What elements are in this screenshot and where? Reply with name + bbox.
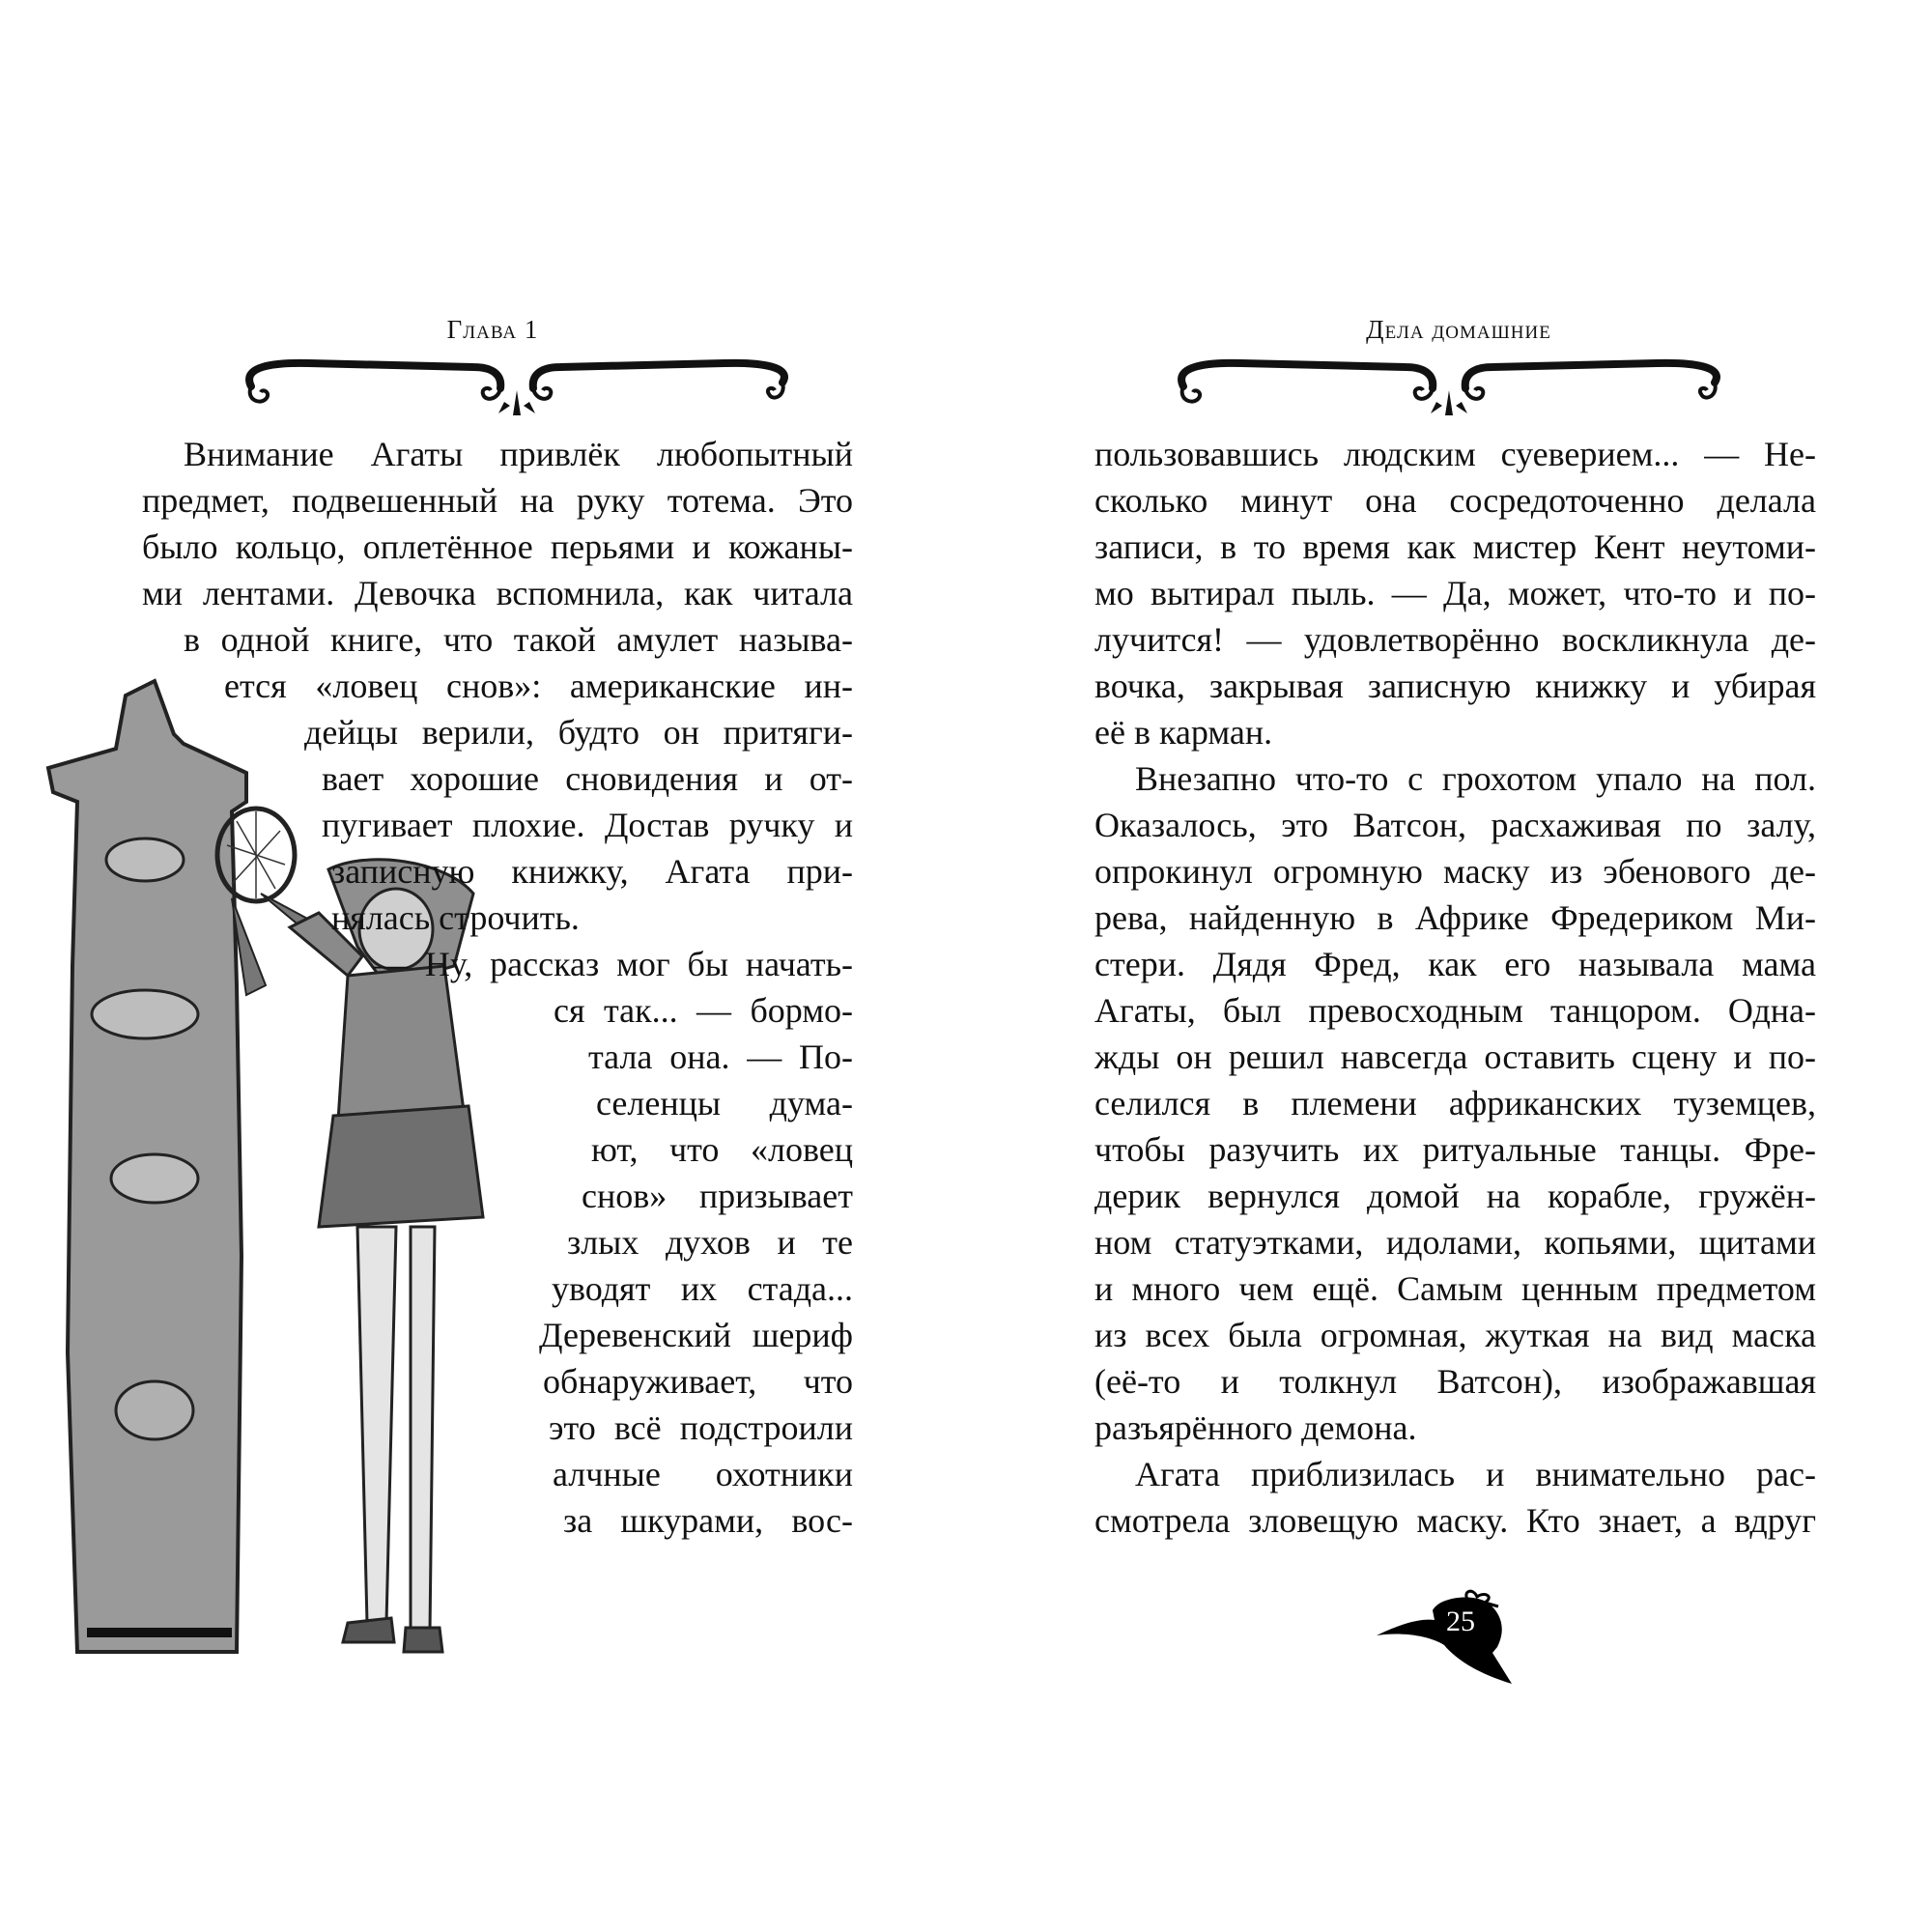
text-line: снов» призывает: [582, 1177, 853, 1215]
text-line: ся так... — бормо-: [554, 991, 853, 1030]
text-line: нялась строчить.: [331, 898, 580, 937]
text-line: жды он решил навсегда оставить сцену и по-: [1094, 1037, 1816, 1076]
text-line: стери. Дядя Фред, как его называла мама: [1094, 945, 1816, 983]
text-line: (её-то и толкнул Ватсон), изображавшая: [1094, 1362, 1816, 1401]
text-line: рева, найденную в Африке Фредериком Ми-: [1094, 898, 1816, 937]
ornament-divider-icon: [232, 357, 802, 415]
text-line: тала она. — По-: [588, 1037, 853, 1076]
text-line: записи, в то время как мистер Кент неутоми-: [1094, 527, 1816, 566]
text-line: чтобы разучить их ритуальные танцы. Фре-: [1094, 1130, 1816, 1169]
text-line: алчные охотники: [553, 1455, 853, 1493]
ornament-divider-icon: [1164, 357, 1734, 415]
text-line: дейцы верили, будто он притяги-: [304, 713, 853, 752]
text-line: пользовавшись людским суеверием... — Не-: [1094, 435, 1816, 473]
text-line: уводят их стада...: [552, 1269, 853, 1308]
text-line: селенцы дума-: [596, 1084, 853, 1122]
text-line: дерик вернулся домой на корабле, гружён-: [1094, 1177, 1816, 1215]
text-line: это всё подстроили: [549, 1408, 853, 1447]
text-line: мо вытирал пыль. — Да, может, что-то и по-: [1094, 574, 1816, 612]
text-line: ют, что «ловец: [591, 1130, 853, 1169]
text-line: разъярённого демона.: [1094, 1408, 1417, 1447]
text-line: записную книжку, Агата при-: [331, 852, 853, 891]
text-line: Оказалось, это Ватсон, расхаживая по залу,: [1094, 806, 1816, 844]
page-number: 25: [1446, 1605, 1475, 1637]
text-line: и много чем ещё. Самым ценным предметом: [1094, 1269, 1816, 1308]
text-line: селился в племени африканских туземцев,: [1094, 1084, 1816, 1122]
running-head-title: Дела домашние: [1366, 315, 1551, 344]
text-line: лучится! — удовлетворённо воскликнула де-: [1094, 620, 1816, 659]
text-line: обнаруживает, что: [543, 1362, 853, 1401]
text-line: пугивает плохие. Достав ручку и: [322, 806, 853, 844]
totem-pole-icon: [48, 681, 246, 1652]
text-line: Агата приблизилась и внимательно рас-: [1135, 1455, 1816, 1493]
text-line: смотрела зловещую маску. Кто знает, а вдруг: [1094, 1501, 1816, 1540]
text-line: было кольцо, оплетённое перьями и кожаны-: [142, 527, 853, 566]
text-line: ном статуэтками, идолами, копьями, щитами: [1094, 1223, 1816, 1262]
text-line: из всех была огромная, жуткая на вид маска: [1094, 1316, 1816, 1354]
text-line: ми лентами. Девочка вспомнила, как читала: [142, 574, 853, 612]
text-line: Агаты, был превосходным танцором. Одна-: [1094, 991, 1816, 1030]
text-line: опрокинул огромную маску из эбенового де-: [1094, 852, 1816, 891]
text-line: вочка, закрывая записную книжку и убирая: [1094, 667, 1816, 705]
text-line: Деревенский шериф: [539, 1316, 853, 1354]
text-line: Внезапно что-то с грохотом упало на пол.: [1135, 759, 1816, 798]
running-head-chapter: Глава 1: [446, 315, 539, 344]
text-line: её в карман.: [1094, 713, 1273, 752]
text-line: сколько минут она сосредоточенно делала: [1094, 481, 1816, 520]
text-line: злых духов и те: [567, 1223, 853, 1262]
text-line: ется «ловец снов»: американские ин-: [224, 667, 853, 705]
text-line: — Ну, рассказ мог бы начать-: [373, 945, 853, 983]
text-line: предмет, подвешенный на руку тотема. Это: [142, 481, 853, 520]
text-line: в одной книге, что такой амулет называ-: [184, 620, 853, 659]
text-line: вает хорошие сновидения и от-: [322, 759, 853, 798]
text-line: Внимание Агаты привлёк любопытный: [184, 435, 853, 473]
text-line: за шкурами, вос-: [563, 1501, 853, 1540]
